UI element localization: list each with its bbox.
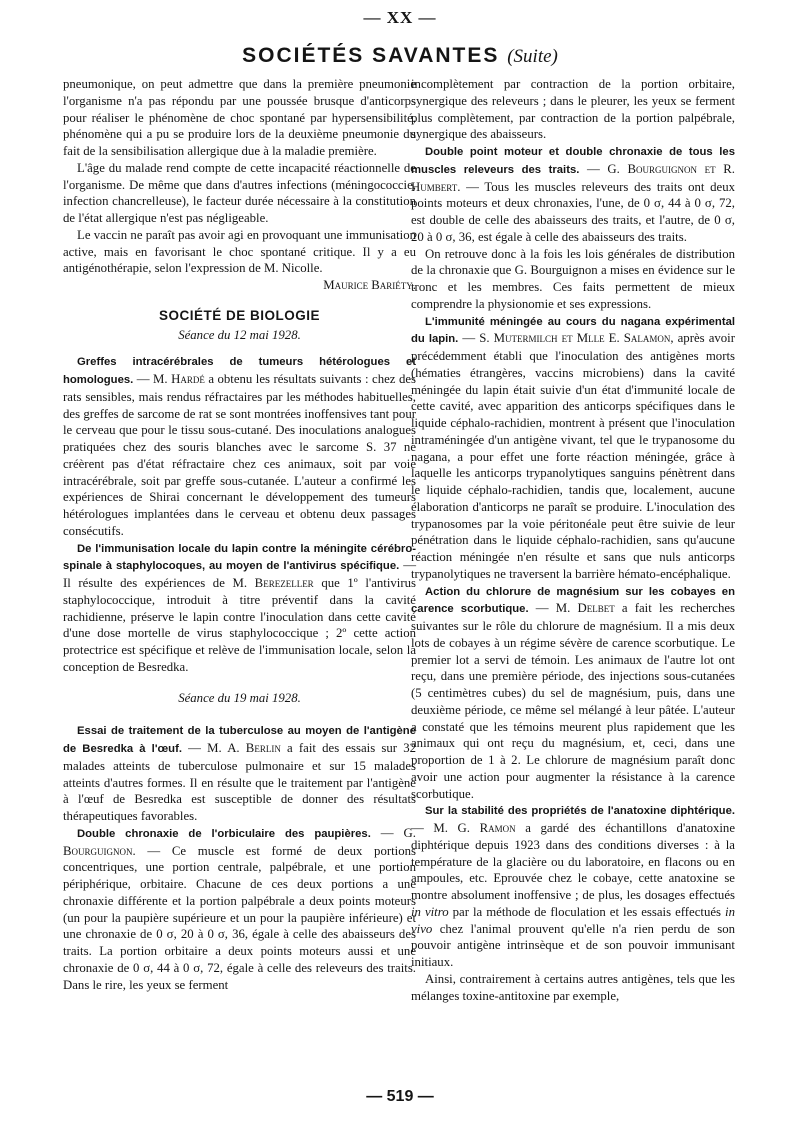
abstract-body: après avoir précédemment établi que l'inoculation des antigènes morts (hématies étrangères, vaccins microbiens) dans la cavité méningée du lapin était suivie d'un état d'immunité locale de cette cavité, avec apparition des anticorps spécifiques dans le liquide céphalo-rachidien, montrent à présent que l'inoculation intraméningée d'un antigène vivant, tel que le trypanosome du nagana, a pour effet une forte réaction méningée, grâce à laquelle les anticorps trypanolytiques sanguins pénètrent dans le liquide céphalo-rachidien, tandis que, localement, aucune élaboration d'anticorps ne paraît se produire. L'inoculation des trypanosomes par la voie péritonéale peut être suivie de leur pénétration dans le liquide céphalo-rachidien, sans qu'aucune réaction méningée n'en résulte et sans que nuls anticorps trypanolytiques ne traversent la barrière hémato-encéphalique. bbox=[411, 331, 735, 581]
abstract-immunisation: De l'immunisation locale du lapin contre la méningite cérébro-spinale à staphylocoques, au moyen de l'antivirus spécifique. — Il résulte des expériences de M. Berezeller que 1º l'antivirus staphylococcique, introduit à titre préventif dans la cavité rachidienne, préserve le lapin contre l'inoculation dans cette cavité d'une dose mortelle de virus staphylococcique ; 2º cette action protectrice est spécifique et relève de l'immunisation locale, selon la conception de Besredka. bbox=[63, 542, 417, 674]
page-number: — 519 — bbox=[366, 1088, 434, 1105]
abstract-body: Tous les muscles releveurs des traits ont deux points moteurs et deux chronaxies, l'une, de 0 σ, 44 à 0 σ, 72, est double de celle des abaisseurs des traits, et l'autre, de 0 σ, 20 à 0 σ, 36, est égale à celle des abaisseurs des traits. bbox=[411, 179, 735, 244]
right-column bbox=[411, 76, 735, 1004]
abstract-greffes: Greffes intracérébrales de tumeurs hétérologues et homologues. — M. Hardé a obtenu les résultats suivants : chez des rats sensibles, mais rendus réfractaires par les méthodes habituelles, des greffes de sarcome de rat se sont montrées inoffensives tant pour le cerveau que pour le tissu sous-cutané. Des inoculations analogues pratiquées chez des souris blanches avec le sarcome S. 37 ne créèrent pas d'état réfractaire chez ces animaux, soit par voie intracérébrale, soit par greffe sous-cutanée. L'auteur a confirmé les expériences de Shirai concernant le développement des tumeurs hétérologues implantées dans le cerveau et obtenu deux passages consécutifs. bbox=[63, 356, 416, 538]
abstract-body: que 1º l'antivirus staphylococcique, introduit à titre préventif dans la cavité rachidienne, préserve le lapin contre l'inoculation dans cette cavité d'une dose mortelle de virus staphylococcique ; 2º cette action protectrice est spécifique et relève de l'immunisation locale, selon la conception de Besredka. bbox=[63, 576, 417, 674]
abstract-author: M. Berezeller bbox=[232, 576, 314, 590]
abstract-chlorure: Action du chlorure de magnésium sur les cobayes en carence scorbutique. — M. Delbet a fait les recherches suivantes sur le rôle du chlorure de magnésium. Il a mis deux lots de cobayes à un régime sévère de carence scorbutique. Le premier lot a servi de témoin. Les animaux de l'autre lot ont reçu, dans une première période, des injections sous-cutanées (5 centimètres cubes) du sel de magnésium, puis, dans une deuxième période, ce même sel mélangé à leur pâtée. L'auteur a constaté que les témoins meurent plus rapidement que les animaux qui ont reçu du magnésium, et, ceci, dans une proportion de 1 à 2. Le chlorure de magnésium paraît donc avoir une action pour augmenter la résistance à la carence scorbutique. bbox=[411, 585, 736, 801]
abstract-author: G. Bourguignon et R. Humbert bbox=[411, 161, 735, 194]
abstract-emphasis: in vivo bbox=[411, 904, 735, 936]
abstract-author: G. Bourguignon bbox=[63, 825, 416, 858]
abstract-author: S. Mutermilch et Mlle E. Salamon bbox=[479, 331, 671, 346]
abstract-title: Double chronaxie de l'orbiculaire des paupières. bbox=[77, 827, 371, 840]
abstract-body: par la méthode de floculation et les essais effectués bbox=[452, 904, 722, 919]
paragraph: On retrouve donc à la fois les lois générales de distribution de la chronaxie que G. Bourguignon a mises en évidence sur le tronc et les membres. Ces faits permettent de mieux comprendre la physionomie et ses expressions. bbox=[411, 246, 735, 311]
abstract-title: Double point moteur et double chronaxie de tous les muscles releveurs des traits. bbox=[411, 146, 735, 176]
abstract-body: a gardé des échantillons d'anatoxine diphtérique depuis 1923 dans des conditions diverses : à la température de la glacière ou du laboratoire, en flacons ou en ampoules, etc. Eprouvée chez le cobaye, cette anatoxine se montre absolument inoffensive ; de plus, les dosages effectués bbox=[411, 821, 735, 902]
header-title: SOCIÉTÉS SAVANTES bbox=[242, 44, 500, 67]
session-date: Séance du 19 mai 1928. bbox=[178, 690, 301, 705]
abstract-title: Action du chlorure de magnésium sur les cobayes en carence scorbutique. bbox=[411, 585, 735, 616]
abstract-author: M. G. Ramon bbox=[433, 821, 516, 835]
abstract-body: a fait les recherches suivantes sur le rôle du chlorure de magnésium. Il a mis deux lots de cobayes à un régime sévère de carence scorbutique. Le premier lot a servi de témoin. Les animaux de l'autre lot ont reçu, dans une première période, des injections sous-cutanées (5 centimètres cubes) du sel de magnésium, puis, dans une deuxième période, ce même sel mélangé à leur pâtée. L'auteur a constaté que les témoins meurent plus rapidement que les animaux qui ont reçu du magnésium, et, ceci, dans une proportion de 1 à 2. Le chlorure de magnésium paraît donc avoir une action pour augmenter la résistance à la carence scorbutique. bbox=[411, 601, 736, 801]
abstract-author: M. Delbet bbox=[555, 601, 615, 616]
left-column bbox=[63, 76, 416, 993]
top-page-number: — XX — bbox=[363, 8, 437, 27]
paragraph: Le vaccin ne paraît pas avoir agi en provoquant une immunisation active, mais en favorisant le choc spontané critique. Il y a eu antigénothérapie, selon l'expression de M. Nicolle. bbox=[63, 227, 416, 276]
abstract-immunite: L'immunité méningée au cours du nagana expérimental du lapin. — S. Mutermilch et Mlle E. Salamon, après avoir précédemment établi que l'inoculation des antigènes morts (hématies étrangères, vaccins microbiens) dans la cavité méningée du lapin était suivie d'un état d'immunité locale de cette cavité, avec apparition des anticorps spécifiques dans le liquide céphalo-rachidien, montrent à présent que l'inoculation intraméningée d'un antigène vivant, tel que le trypanosome du nagana, a pour effet une forte réaction méningée, grâce à laquelle les anticorps trypanolytiques sanguins pénètrent dans le liquide céphalo-rachidien, tandis que, localement, aucune élaboration d'anticorps ne paraît se produire. L'inoculation des trypanosomes par la voie péritonéale peut être suivie de leur pénétration dans le liquide céphalo-rachidien, sans qu'aucune réaction méningée n'en résulte et sans que nuls anticorps trypanolytiques ne traversent la barrière hémato-encéphalique. bbox=[411, 315, 735, 581]
paragraph: pneumonique, on peut admettre que dans la première pneumonie l'organisme n'a pas répondu par une poussée brusque d'anticorps pour réaliser le phénomène de choc spontané par hypersensibilité, phénomène qui a pu se produire lors de la deuxième pneumonie du fait de la sensibilisation allergique due à la maladie première. bbox=[63, 77, 416, 158]
abstract-essai: Essai de traitement de la tuberculose au moyen de l'antigène de Besredka à l'œuf. — M. A. Berlin a fait des essais sur 32 malades atteints de tuberculose pulmonaire et sur 15 malades atteints d'autres formes. Il en résulte que le traitement par l'antigène à l'œuf de Besredka est susceptible de donner des résultats thérapeutiques favorables. bbox=[63, 725, 416, 823]
running-header bbox=[0, 44, 800, 68]
paragraph: L'âge du malade rend compte de cette incapacité réactionnelle de l'organisme. De même que dans d'autres infections (méningococcie, infection chancrelleuse), le facteur durée nécessaire à la constitution de l'état allergique n'est pas négligeable. bbox=[63, 160, 416, 225]
abstract-body: a obtenu les résultats suivants : chez des rats sensibles, mais rendus réfractaires par les méthodes habituelles, des greffes de sarcome de rat se sont montrées inoffensives tant pour le cerveau que pour le tissu sous-cutané. Des inoculations analogues pratiquées chez des souris blanches avec le sarcome S. 37 ne créèrent pas d'état réfractaire chez ces animaux, soit par voie intracérébrale, soit par greffe sous-cutanée. L'auteur a confirmé les expériences de Shirai concernant le développement des tumeurs hétérologues implantées dans le cerveau et obtenu deux passages consécutifs. bbox=[63, 372, 416, 538]
abstract-double-point: Double point moteur et double chronaxie de tous les muscles releveurs des traits. — G. Bourguignon et R. Humbert. — Tous les muscles releveurs des traits ont deux points moteurs et deux chronaxies, l'une, de 0 σ, 44 à 0 σ, 72, est double de celle des abaisseurs des traits, et l'autre, de 0 σ, 20 à 0 σ, 36, est égale à celle des abaisseurs des traits. bbox=[411, 146, 735, 244]
abstract-title: Sur la stabilité des propriétés de l'anatoxine diphtérique. bbox=[425, 805, 735, 818]
session-date: Séance du 12 mai 1928. bbox=[178, 327, 301, 342]
abstract-body: Ce muscle est formé de deux portions concentriques, une portion centrale, palpébrale, et une portion périphérique, orbitaire. Chacune de ces deux portions a une chronaxie différente et la portion palpébrale a deux points moteurs (un pour la paupière supérieure et un pour la paupière inférieure) et une chronaxie de 0 σ, 20 à 0 σ, 36, égale à celle des abaisseurs des traits. La portion orbitaire a deux points moteurs aussi et une chronaxie de 0 σ, 44 à 0 σ, 72, égale à celle des releveurs des traits. Dans le rire, les yeux se ferment bbox=[63, 843, 416, 992]
abstract-double-chronaxie: Double chronaxie de l'orbiculaire des paupières. — G. Bourguignon. — Ce muscle est formé de deux portions concentriques, une portion centrale, palpébrale, et une portion périphérique, orbitaire. Chacune de ces deux portions a une chronaxie différente et la portion palpébrale a deux points moteurs (un pour la paupière supérieure et un pour la paupière inférieure) et une chronaxie de 0 σ, 20 à 0 σ, 36, égale à celle des abaisseurs des traits. La portion orbitaire a deux points moteurs aussi et une chronaxie de 0 σ, 44 à 0 σ, 72, égale à celle des releveurs des traits. Dans le rire, les yeux se ferment bbox=[63, 825, 416, 992]
paragraph: incomplètement par contraction de la portion orbitaire, synergique des releveurs ; dans le pleurer, les yeux se ferment plus complètement, par contraction de la portion palpébrale, synergique des abaisseurs. bbox=[411, 77, 735, 142]
abstract-body: chez l'animal prouvent qu'elle n'a rien perdu de son pouvoir antigène intrinsèque et de son pouvoir immunisant initiaux. bbox=[411, 921, 735, 969]
abstract-emphasis: in vitro bbox=[411, 904, 449, 919]
abstract-author: M. Hardé bbox=[153, 372, 205, 386]
abstract-title: L'immunité méningée au cours du nagana expérimental du lapin. bbox=[411, 315, 735, 346]
abstract-title: Greffes intracérébrales de tumeurs hétérologues et homologues. bbox=[63, 356, 416, 386]
signature: Maurice Bariéty. bbox=[323, 278, 416, 292]
section-heading: SOCIÉTÉ DE BIOLOGIE bbox=[158, 307, 321, 323]
header-suite: (Suite) bbox=[507, 46, 558, 67]
abstract-title: Essai de traitement de la tuberculose au moyen de l'antigène de Besredka à l'œuf. bbox=[63, 725, 416, 755]
abstract-title: De l'immunisation locale du lapin contre la méningite cérébro-spinale à staphylocoques, au moyen de l'antivirus spécifique. bbox=[63, 542, 416, 573]
abstract-body: a fait des essais sur 32 malades atteints de tuberculose pulmonaire et sur 15 malades atteints d'autres formes. Il en résulte que le traitement par l'antigène à l'œuf de Besredka est susceptible de donner des résultats thérapeutiques favorables. bbox=[63, 741, 416, 823]
abstract-author: M. A. Berlin bbox=[207, 741, 281, 755]
paragraph: Ainsi, contrairement à certains autres antigènes, tels que les mélanges toxine-antitoxine par exemple, bbox=[411, 971, 735, 1003]
abstract-stabilite: Sur la stabilité des propriétés de l'anatoxine diphtérique. — M. G. Ramon a gardé des échantillons d'anatoxine diphtérique depuis 1923 dans des conditions diverses : à la température de la glacière ou du laboratoire, en flacons ou en ampoules, etc. Eprouvée chez le cobaye, cette anatoxine se montre absolument inoffensive ; de plus, les dosages effectués in vitro par la méthode de floculation et les essais effectués in vivo chez l'animal prouvent qu'elle n'a rien perdu de son pouvoir antigène intrinsèque et de son pouvoir immunisant initiaux. bbox=[411, 805, 735, 969]
